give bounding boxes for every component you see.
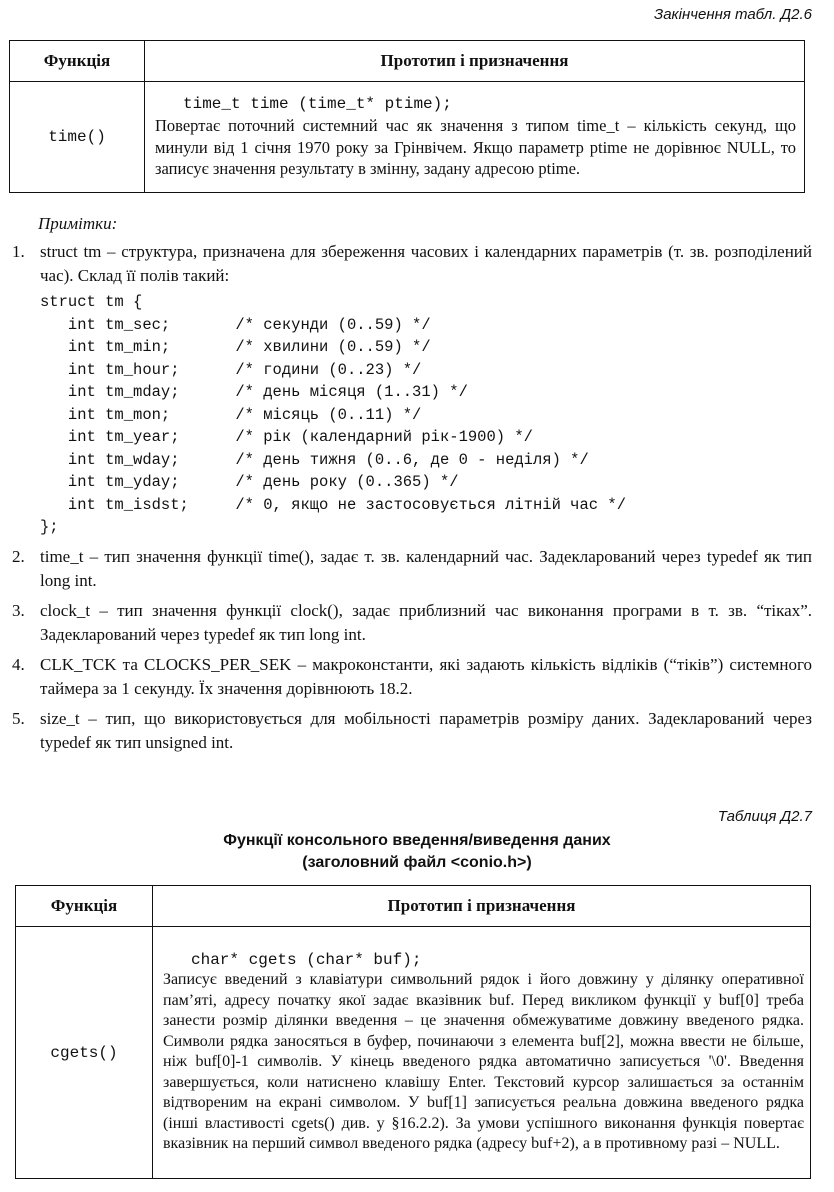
functions-table-d2-6 [9,40,805,193]
header-prototype: Прототип і призначення [153,886,811,927]
function-description-cell [145,82,805,193]
function-description: Повертає поточний системний час як значення з типом time_t – кількість секунд, що минули від 1 січня 1970 року за Грінвічем. Якщо параметр ptime не дорівнює NULL, то записує значення результату в змінну, задану адресою ptime. [155,116,796,178]
note-number: 2. [12,547,25,566]
header-function: Функція [16,886,153,927]
note-number: 5. [12,709,25,728]
table-row [10,82,805,193]
table-caption-line2: (заголовний файл <conio.h>) [302,854,532,871]
function-description-cell [153,927,811,1179]
note-text: size_t – тип, що використовується для мобільності параметрів розміру даних. Задекларований через typedef як тип unsigned int. [40,709,812,752]
continuation-label: Закінчення табл. Д2.6 [654,6,812,23]
function-description: Записує введений з клавіатури символьний рядок і його довжину у ділянку оперативної пам’яті, адресу початку якої задає вказівник buf. Перед викликом функції у buf[0] треба занести розмір ділянки введення – це значення обмежуватиме довжину введеного рядка. Символи рядка заносяться в буфер, починаючи з елемента buf[2], можна ввести не більше, ніж buf[0]-1 символів. У кінець введеного рядка автоматично записується '\0'. Введення завершується, коли натиснено клавішу Enter. Текстовий курсор залишається за останнім відтвореним на екрані символом. У buf[1] записується реальна довжина введеного рядка (інші властивості cgets() див. у §16.2.2). За умови успішного виконання функція повертає вказівник на перший символ введеного рядка (адресу buf+2), а в противному разі – NULL. [163,971,804,1152]
header-prototype: Прототип і призначення [145,41,805,82]
struct-tm-code: struct tm { int tm_sec; /* секунди (0..59) */ int tm_min; /* хвилини (0..59) */ int tm_hour; /* години (0..23) */ int tm_mday; /* день місяця (1..31) */ int tm_mon; /* місяць (0..11) */ int tm_year; /* рік (календарний рік-1900) */ int tm_wday; /* день тижня (0..6, де 0 - неділя) */ int tm_yday; /* день року (0..365) */ int tm_isdst; /* 0, якщо не застосовується літній час */ }; [40,293,626,536]
note-text: clock_t – тип значення функції clock(), задає приблизний час виконання програми в т. зв. “тіках”. Задекларований через typedef як тип long int. [40,601,812,644]
note-3 [12,599,812,647]
table-caption-line1: Функції консольного введення/виведення даних [223,832,611,849]
note-text: CLK_TCK та CLOCKS_PER_SEK – макроконстанти, які задають кількість відліків (“тіків”) системного таймера за 1 секунду. Їх значення дорівнюють 18.2. [40,655,812,698]
function-prototype: char* cgets (char* buf); [191,950,422,969]
note-number: 4. [12,655,25,674]
function-prototype: time_t time (time_t* ptime); [183,94,452,113]
function-name: cgets() [16,927,153,1179]
functions-table-d2-7 [15,885,811,1179]
note-number: 3. [12,601,25,620]
notes-title: Примітки: [38,214,118,233]
note-1 [12,240,812,288]
note-2 [12,545,812,593]
note-4 [12,653,812,701]
table-row [16,927,811,1179]
note-5 [12,707,812,755]
note-text: struct tm – структура, призначена для збереження часових і календарних параметрів (т. зв. розподілений час). Склад її полів такий: [40,242,812,285]
function-name: time() [10,82,145,193]
header-function: Функція [10,41,145,82]
note-text: time_t – тип значення функції time(), задає т. зв. календарний час. Задекларований через typedef як тип long int. [40,547,812,590]
note-number: 1. [12,242,25,261]
table-label: Таблиця Д2.7 [717,808,812,825]
